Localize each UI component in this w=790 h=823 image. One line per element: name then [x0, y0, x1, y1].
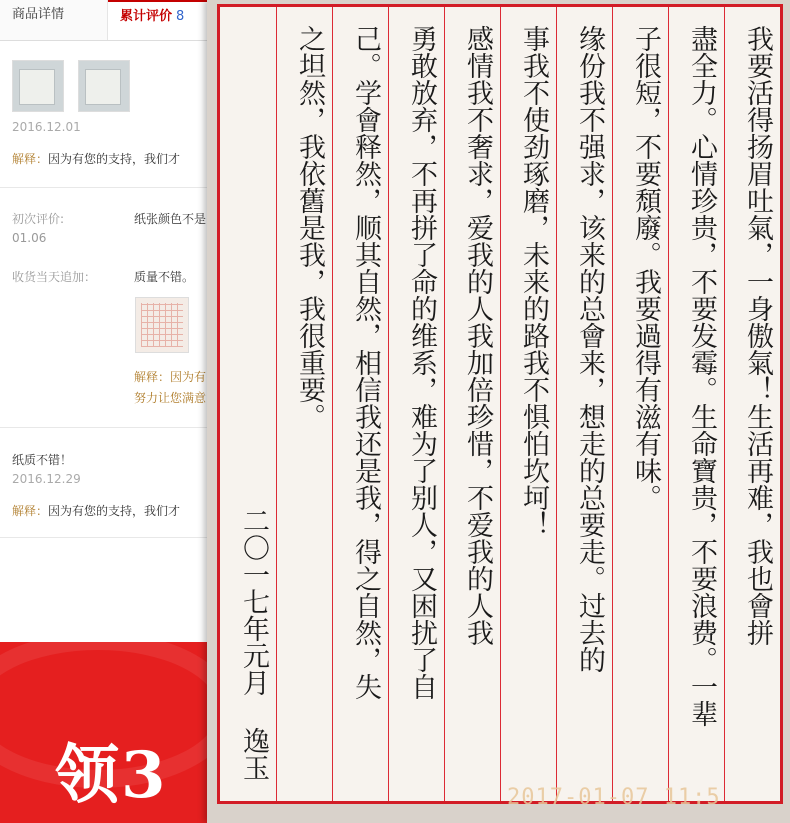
initial-review-date: 01.06: [12, 231, 47, 245]
grid-line: [444, 7, 445, 801]
grid-line: [332, 7, 333, 801]
handwriting-column: 之坦然，我依舊是我，我很重要。: [294, 25, 325, 430]
initial-review-text: 纸张颜色不是: [134, 212, 207, 226]
handwriting-column: 事我不使劲琢磨，未来的路我不惧怕坎坷！: [518, 25, 549, 538]
seller-explanation: [134, 368, 206, 385]
promo-text: 领3: [55, 738, 168, 813]
promo-banner[interactable]: [0, 642, 210, 823]
grid-line: [500, 7, 501, 801]
review-photo-thumbnail[interactable]: [78, 60, 130, 112]
review-photo-enlarged: [207, 0, 790, 823]
explanation-text: 因为有您的支持，我们才: [48, 152, 181, 166]
tab-label: 商品详情: [12, 7, 65, 22]
grid-line: [276, 7, 277, 801]
explanation-label: 解释：: [12, 504, 49, 518]
grid-line: [556, 7, 557, 801]
review-photo-thumbnail[interactable]: [12, 60, 64, 112]
handwriting-column: 感情我不奢求，爱我的人我加倍珍惜，不爱我的人我: [462, 25, 493, 646]
tab-product-details[interactable]: [0, 0, 108, 40]
initial-review-label: 初次评价:: [12, 212, 65, 226]
append-review-text: 质量不错。: [134, 270, 195, 284]
explanation-text-line2: 努力让您满意: [134, 391, 207, 405]
divider: [0, 537, 210, 538]
grid-line: [724, 7, 725, 801]
seller-explanation: [12, 502, 180, 519]
handwriting-column: 子很短，不要頹廢。我要過得有滋有味。: [630, 25, 661, 511]
divider: [0, 187, 210, 188]
grid-line: [612, 7, 613, 801]
review-date: 2016.12.29: [12, 472, 81, 486]
review-count: 8: [176, 9, 185, 24]
append-review-label: 收货当天追加：: [12, 270, 97, 284]
review-date: 2016.12.01: [12, 120, 81, 134]
handwriting-column: 勇敢放弃，不再拼了命的维系，难为了别人，又困扰了自: [406, 25, 437, 700]
explanation-label: 解释：: [12, 152, 49, 166]
handwriting-column: 二〇一七年元月 逸玉: [238, 507, 269, 781]
handwriting-column: 盡全力。心情珍贵，不要发霉。生命寶贵，不要浪费。一辈: [686, 25, 717, 727]
handwriting-column: 缘份我不强求，该来的总會来，想走的总要走。过去的: [574, 25, 605, 673]
seller-explanation: [12, 150, 180, 167]
tab-label: 累计评价: [120, 9, 173, 24]
photo-timestamp: 2017-01-07 11:5: [507, 785, 721, 810]
explanation-label: 解释：: [134, 370, 171, 384]
calligraphy-paper: [217, 4, 783, 804]
handwriting-column: 我要活得扬眉吐氣，一身傲氣！生活再难，我也會拼: [742, 25, 773, 646]
divider: [0, 427, 210, 428]
tab-bar: [0, 0, 210, 41]
review-photo-thumbnail[interactable]: [135, 297, 189, 353]
grid-line: [388, 7, 389, 801]
grid-line: [668, 7, 669, 801]
review-text: 纸质不错！: [12, 453, 73, 467]
handwriting-column: 己。学會释然，顺其自然，相信我还是我，得之自然，失: [350, 25, 381, 700]
explanation-text: 因为有: [170, 370, 207, 384]
explanation-text: 因为有您的支持，我们才: [48, 504, 181, 518]
tab-cumulative-reviews[interactable]: [108, 0, 210, 40]
review-panel: [0, 0, 210, 823]
